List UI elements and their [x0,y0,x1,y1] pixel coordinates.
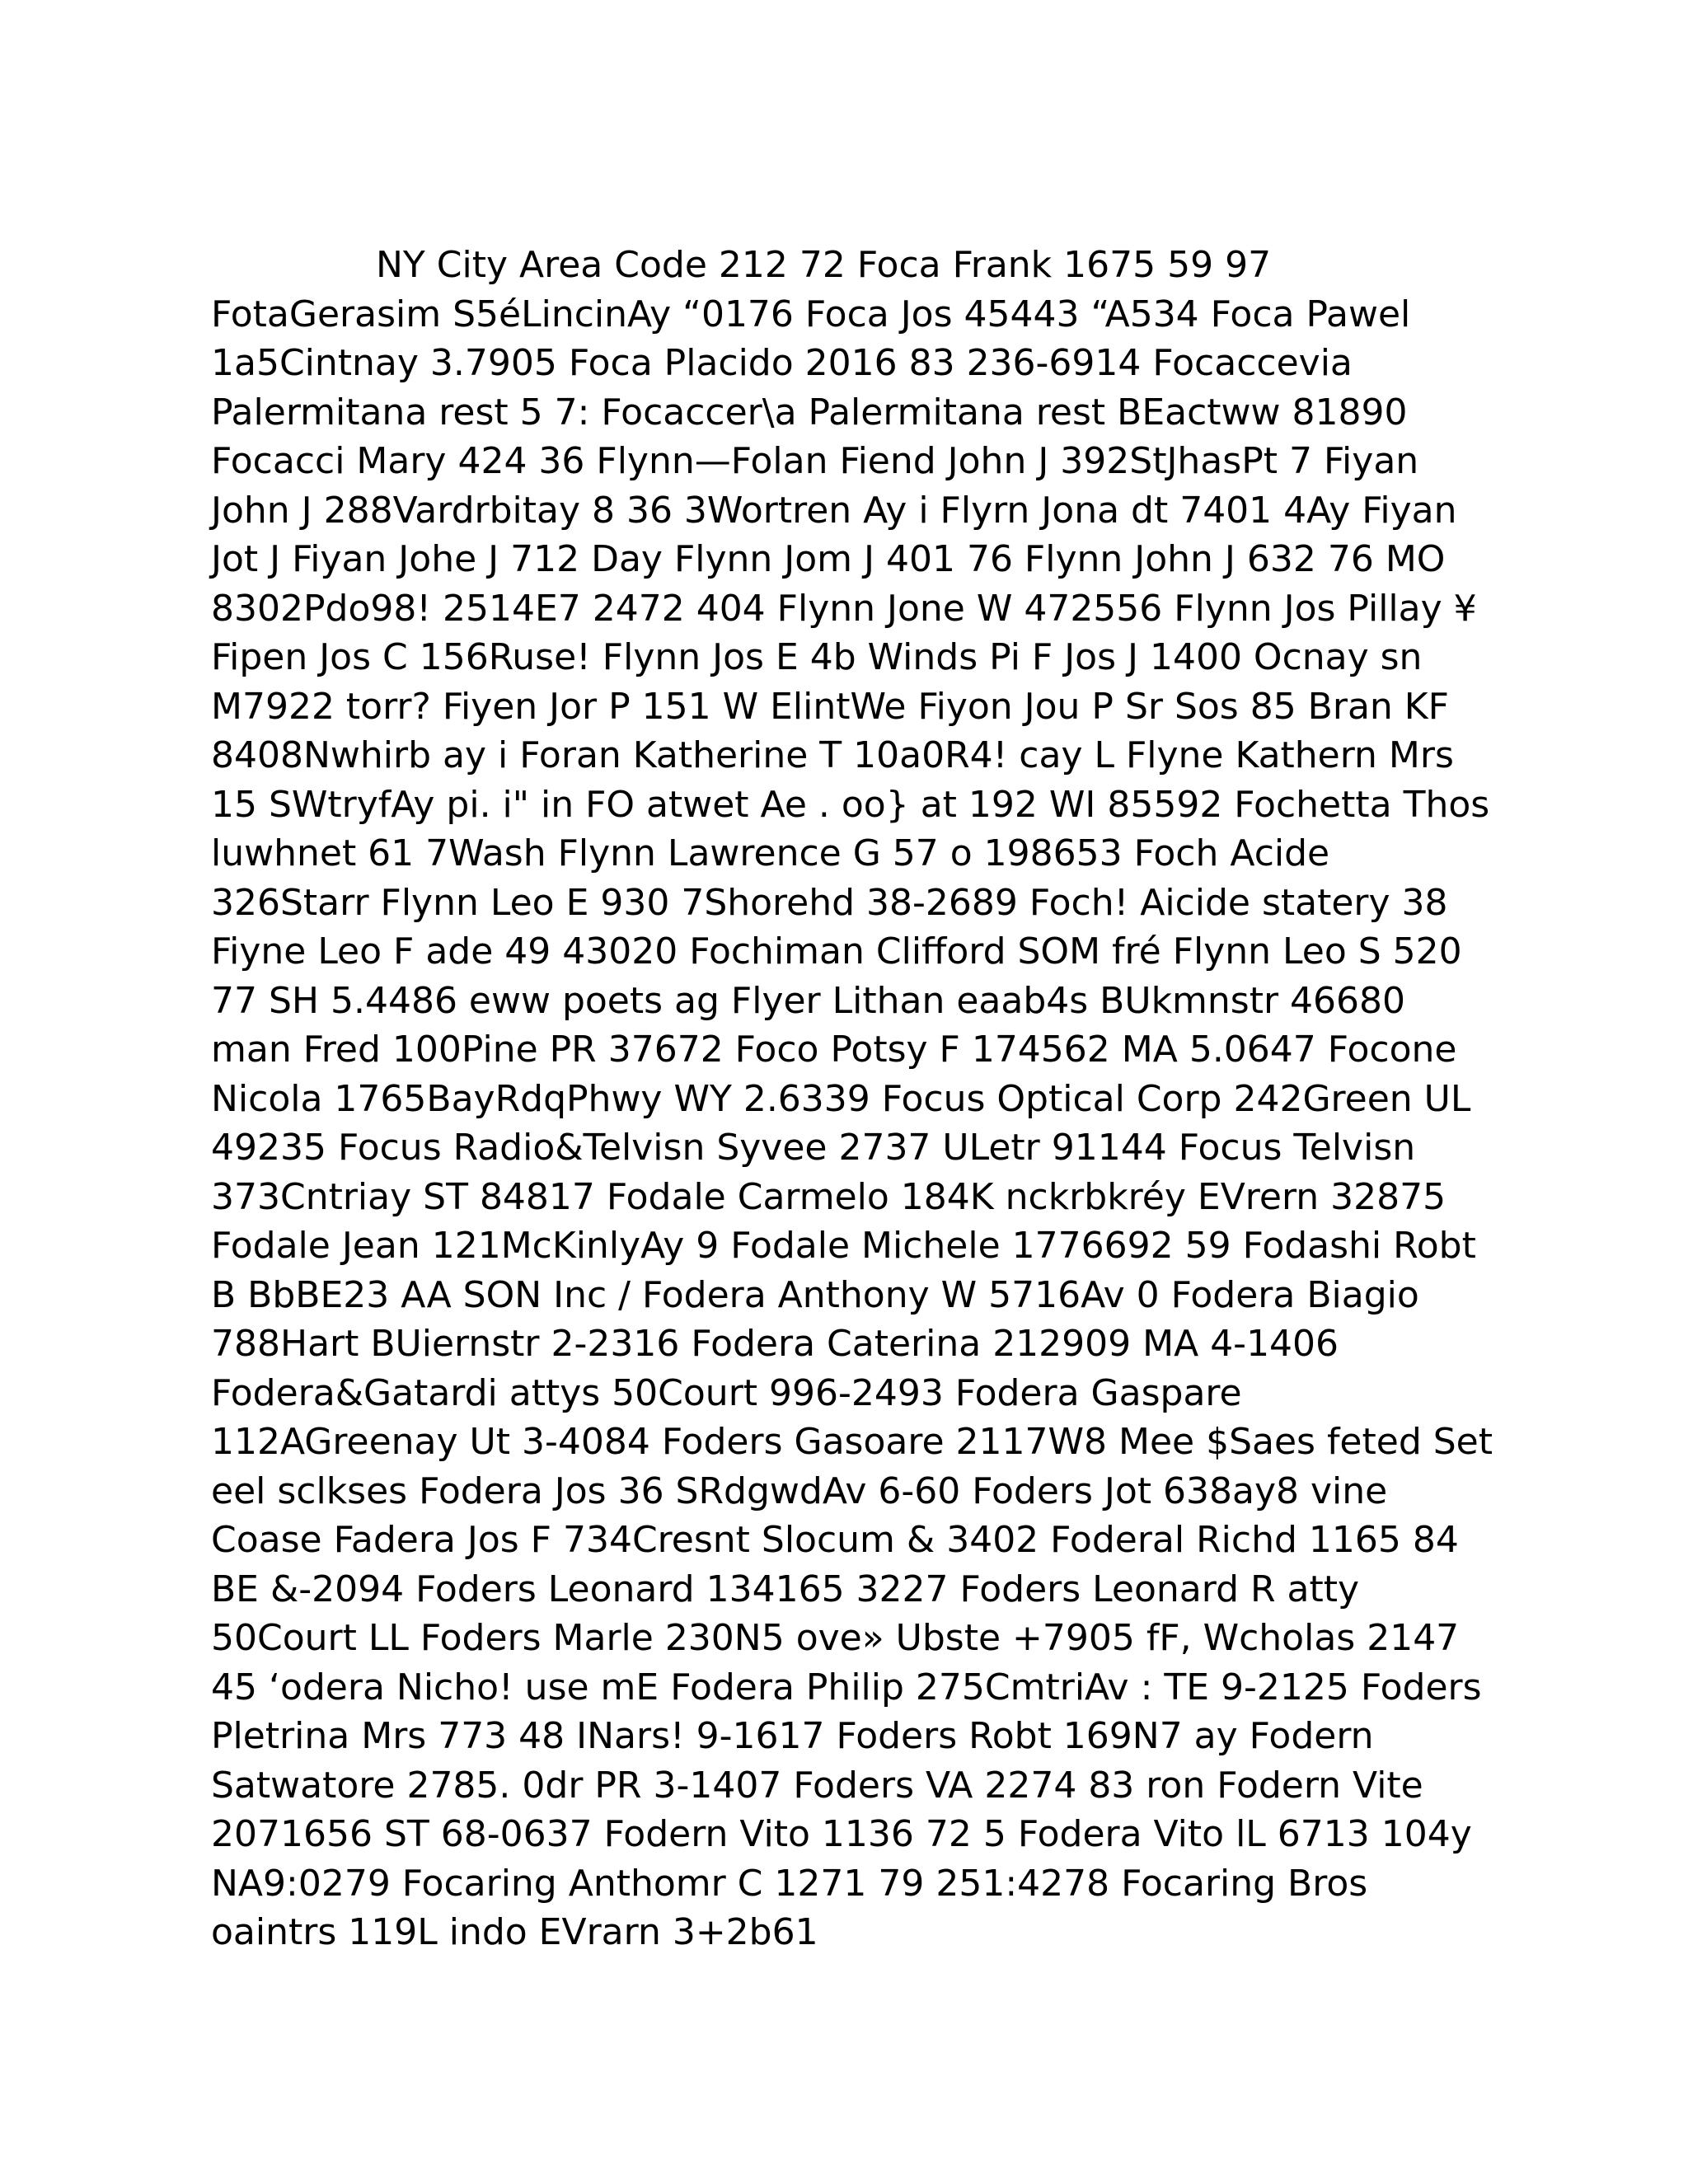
directory-listing-text: NY City Area Code 212 72 Foca Frank 1675 59 97 FotaGerasim S5éLincinAy “0176 Foca Jos 45443 “A534 Foca Pawel 1a5Cintnay 3.7905 Foca Placido 2016 83 236-6914 Focaccevia Palermitana rest 5 7: Focaccer\a Palermitana rest BEactww 81890 Focacci Mary 424 36 Flynn—Folan Fiend John J 392StJhasPt 7 Fiyan John J 288Vardrbitay 8 36 3Wortren Ay i Flyrn Jona dt 7401 4Ay Fiyan Jot J Fiyan Johe J 712 Day Flynn Jom J 401 76 Flynn John J 632 76 MO 8302Pdo98! 2514E7 2472 404 Flynn Jone W 472556 Flynn Jos Pillay ¥ Fipen Jos C 156Ruse! Flynn Jos E 4b Winds Pi F Jos J 1400 Ocnay sn M7922 torr? Fiyen Jor P 151 W ElintWe Fiyon Jou P Sr Sos 85 Bran KF 8408Nwhirb ay i Foran Katherine T 10a0R4! cay L Flyne Kathern Mrs 15 SWtryfAy pi. i" in FO atwet Ae . oo} at 192 WI 85592 Fochetta Thos luwhnet 61 7Wash Flynn Lawrence G 57 o 198653 Foch Acide 326Starr Flynn Leo E 930 7Shorehd 38-2689 Foch! Aicide statery 38 Fiyne Leo F ade 49 43020 Fochiman Clifford SOM fré Flynn Leo S 520 77 SH 5.4486 eww poets ag Flyer Lithan eaab4s BUkmnstr 46680 man Fred 100Pine PR 37672 Foco Potsy F 174562 MA 5.0647 Focone Nicola 1765BayRdqPhwy WY 2.6339 Focus Optical Corp 242Green UL 49235 Focus Radio&Telvisn Syvee 2737 ULetr 91144 Focus Telvisn 373Cntriay ST 84817 Fodale Carmelo 184K nckrbkréy EVrern 32875 Fodale Jean 121McKinlyAy 9 Fodale Michele 1776692 59 Fodashi Robt B BbBE23 AA SON Inc / Fodera Anthony W 5716Av 0 Fodera Biagio 788Hart BUiernstr 2-2316 Fodera Caterina 212909 MA 4-1406 Fodera&Gatardi attys 50Court 996-2493 Fodera Gaspare 112AGreenay Ut 3-4084 Foders Gasoare 2117W8 Mee $Saes feted Set eel sclkses Fodera Jos 36 SRdgwdAv 6-60 Foders Jot 638ay8 vine Coase Fadera Jos F 734Cresnt Slocum & 3402 Foderal Richd 1165 84 BE &-2094 Foders Leonard 134165 3227 Foders Leonard R atty 50Court LL Foders Marle 230N5 ove» Ubste +7905 fF, Wcholas 2147 45 ‘odera Nicho! use mE Fodera Philip 275CmtriAv : TE 9-2125 Foders Pletrina Mrs 773 48 INars! 9-1617 Foders Robt 169N7 ay Fodern Satwatore 2785. 0dr PR 3-1407 Foders VA 2274 83 ron Fodern Vite 2071656 ST 68-0637 Fodern Vito 1136 72 5 Fodera Vito lL 6713 104y NA9:0279 Focaring Anthomr C 1271 79 251:4278 Focaring Bros oaintrs 119L indo EVrarn 3+2b61 [211,244,1493,1953]
